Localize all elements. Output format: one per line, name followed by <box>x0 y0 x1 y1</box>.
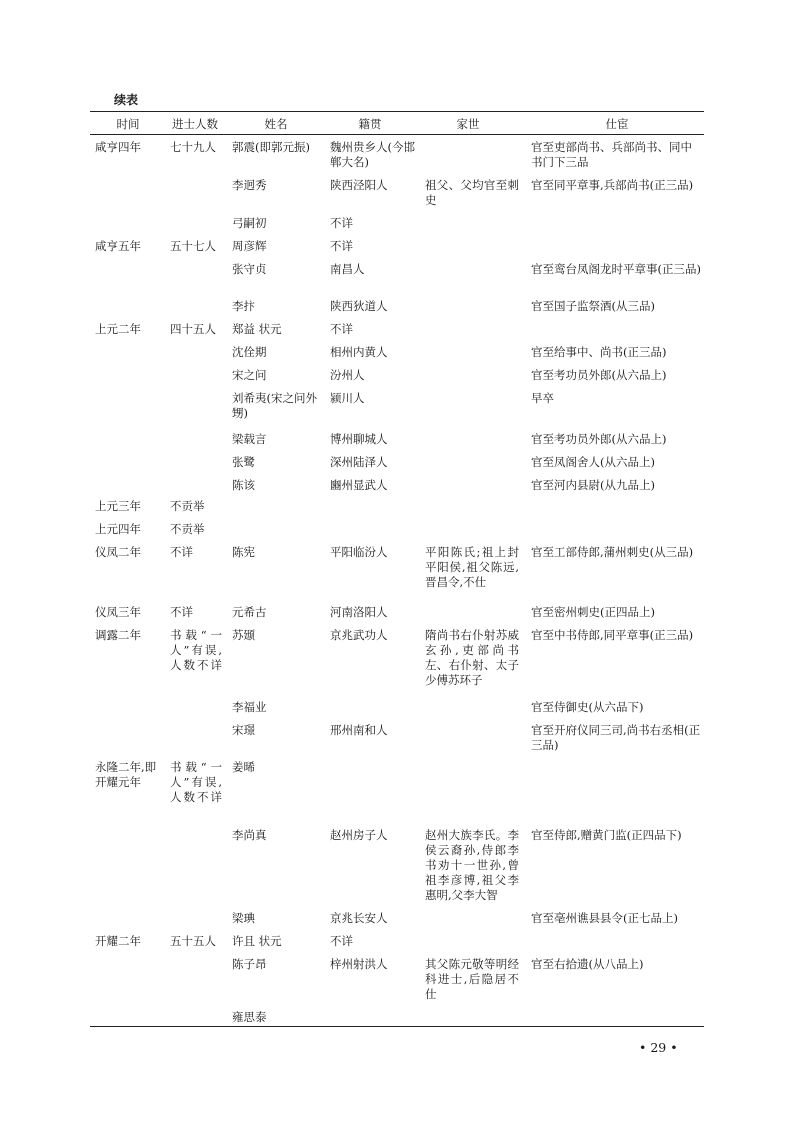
cell-origin: 平阳临汾人 <box>330 545 388 559</box>
cell-time: 永隆二年,即开耀元年 <box>95 760 157 789</box>
cell-career: 官至开府仪同三司,尚书右丞相(正三品) <box>531 723 701 752</box>
cell-name: 陈宪 <box>232 545 255 559</box>
cell-name: 弓嗣初 <box>232 216 267 230</box>
cell-name: 李福业 <box>232 700 267 714</box>
cell-count: 四十五人 <box>170 322 216 336</box>
cell-career: 官至凤阁舍人(从六品上) <box>531 455 655 469</box>
cell-name: 李抃 <box>232 299 255 313</box>
cell-name: 梁琠 <box>232 911 255 925</box>
cell-origin: 不详 <box>330 216 353 230</box>
cell-time: 仪凤三年 <box>95 605 141 619</box>
cell-family: 隋尚书右仆射苏威玄孙,吏部尚书左、右仆射、太子少傅苏环子 <box>425 628 519 687</box>
cell-count: 七十九人 <box>170 140 216 154</box>
cell-career: 官至密州刺史(正四品上) <box>531 605 655 619</box>
header-career: 仕宦 <box>605 117 629 131</box>
cell-count: 书载“一人”有误,人数不详 <box>170 628 222 672</box>
cell-name: 郭震(即郭元振) <box>232 140 310 154</box>
cell-name: 苏颋 <box>232 628 255 642</box>
header-family: 家世 <box>456 117 480 131</box>
cell-name: 沈佺期 <box>232 345 267 359</box>
cell-origin: 颍川人 <box>330 391 365 405</box>
cell-origin: 梓州射洪人 <box>330 957 388 971</box>
cell-origin: 不详 <box>330 239 353 253</box>
cell-origin: 京兆武功人 <box>330 628 388 642</box>
cell-time: 咸亨五年 <box>95 239 141 253</box>
cell-time: 上元三年 <box>95 499 141 513</box>
cell-name: 梁载言 <box>232 432 267 446</box>
cell-career: 官至国子监祭酒(从三品) <box>531 299 655 313</box>
cell-count: 不详 <box>170 545 193 559</box>
table-top-rule <box>90 111 704 112</box>
cell-family: 平阳陈氏;祖上封平阳侯,祖父陈远,晋昌令,不仕 <box>425 545 519 589</box>
cell-career: 官至同平章事,兵部尚书(正三品) <box>531 178 694 192</box>
cell-time: 上元四年 <box>95 522 141 536</box>
cell-name: 姜晞 <box>232 760 255 774</box>
cell-origin: 相州内黄人 <box>330 345 388 359</box>
cell-count: 不贡举 <box>170 522 205 536</box>
cell-time: 仪凤二年 <box>95 545 141 559</box>
cell-career: 官至河内县尉(从九品上) <box>531 478 655 492</box>
cell-origin: 京兆长安人 <box>330 911 388 925</box>
table-header-row <box>0 116 793 132</box>
cell-career: 官至中书侍郎,同平章事(正三品) <box>531 628 694 642</box>
cell-career: 官至右拾遗(从八品上) <box>531 957 644 971</box>
cell-name: 周彦辉 <box>232 239 267 253</box>
cell-family: 其父陈元敬等明经科进士,后隐居不仕 <box>425 957 519 1001</box>
cell-origin: 不详 <box>330 322 353 336</box>
cell-origin: 汾州人 <box>330 368 365 382</box>
table-header-rule <box>90 134 704 135</box>
cell-origin: 陕西狄道人 <box>330 299 388 313</box>
cell-name: 宋璟 <box>232 723 255 737</box>
cell-time: 调露二年 <box>95 628 141 642</box>
cell-origin: 博州聊城人 <box>330 432 388 446</box>
header-time: 时间 <box>116 117 140 131</box>
cell-origin: 不详 <box>330 934 353 948</box>
cell-name: 张鹭 <box>232 455 255 469</box>
cell-name: 许且 状元 <box>232 934 282 948</box>
cell-origin: 南昌人 <box>330 262 365 276</box>
cell-name: 元希古 <box>232 605 267 619</box>
cell-count: 不贡举 <box>170 499 205 513</box>
cell-career: 官至亳州谯县县令(正七品上) <box>531 911 678 925</box>
cell-name: 陈子昂 <box>232 957 267 971</box>
cell-career: 官至吏部尚书、兵部尚书、同中书门下三品 <box>531 140 692 169</box>
cell-career: 官至给事中、尚书(正三品) <box>531 345 667 359</box>
header-origin: 籍贯 <box>358 117 382 131</box>
cell-name: 雍思泰 <box>232 1010 267 1024</box>
cell-origin: 邢州南和人 <box>330 723 388 737</box>
cell-count: 不详 <box>170 605 193 619</box>
cell-origin: 陕西泾阳人 <box>330 178 388 192</box>
cell-origin: 魏州贵乡人(今邯郸大名) <box>330 140 415 169</box>
cell-origin: 豳州显武人 <box>330 478 388 492</box>
cell-origin: 赵州房子人 <box>330 828 388 842</box>
header-count: 进士人数 <box>172 117 218 131</box>
cell-time: 上元二年 <box>95 322 141 336</box>
cell-name: 宋之问 <box>232 368 267 382</box>
cell-family: 赵州大族李氏。李侯云裔孙,侍郎李书劝十一世孙,曾祖李彦博,祖父李惠明,父李大智 <box>425 828 519 902</box>
cell-count: 书载“一人”有误,人数不详 <box>170 760 222 804</box>
cell-career: 官至考功员外郎(从六品上) <box>531 368 667 382</box>
cell-origin: 河南洛阳人 <box>330 605 388 619</box>
cell-name: 陈该 <box>232 478 255 492</box>
cell-count: 五十五人 <box>170 934 216 948</box>
cell-family: 祖父、父均官至刺史 <box>425 178 519 207</box>
cell-career: 官至侍郎,赠黄门监(正四品下) <box>531 828 682 842</box>
continued-label: 续表 <box>114 93 139 107</box>
cell-career: 官至侍御史(从六品下) <box>531 700 644 714</box>
cell-career: 官至工部侍郎,蒲州刺史(从三品) <box>531 545 694 559</box>
cell-origin: 深州陆泽人 <box>330 455 388 469</box>
cell-career: 早卒 <box>531 391 554 405</box>
cell-time: 开耀二年 <box>95 934 141 948</box>
cell-name: 李迥秀 <box>232 178 267 192</box>
cell-name: 张守贞 <box>232 262 267 276</box>
cell-name: 郑益 状元 <box>232 322 282 336</box>
table-bottom-rule <box>90 1026 704 1027</box>
cell-career: 官至鸾台凤阁龙时平章事(正三品) <box>531 262 701 276</box>
page-number: • 29 • <box>639 1040 678 1055</box>
cell-count: 五十七人 <box>170 239 216 253</box>
header-name: 姓名 <box>264 117 288 131</box>
cell-name: 刘希夷(宋之问外甥) <box>232 391 317 420</box>
cell-time: 咸亨四年 <box>95 140 141 154</box>
cell-career: 官至考功员外郎(从六品上) <box>531 432 667 446</box>
cell-name: 李尚真 <box>232 828 267 842</box>
